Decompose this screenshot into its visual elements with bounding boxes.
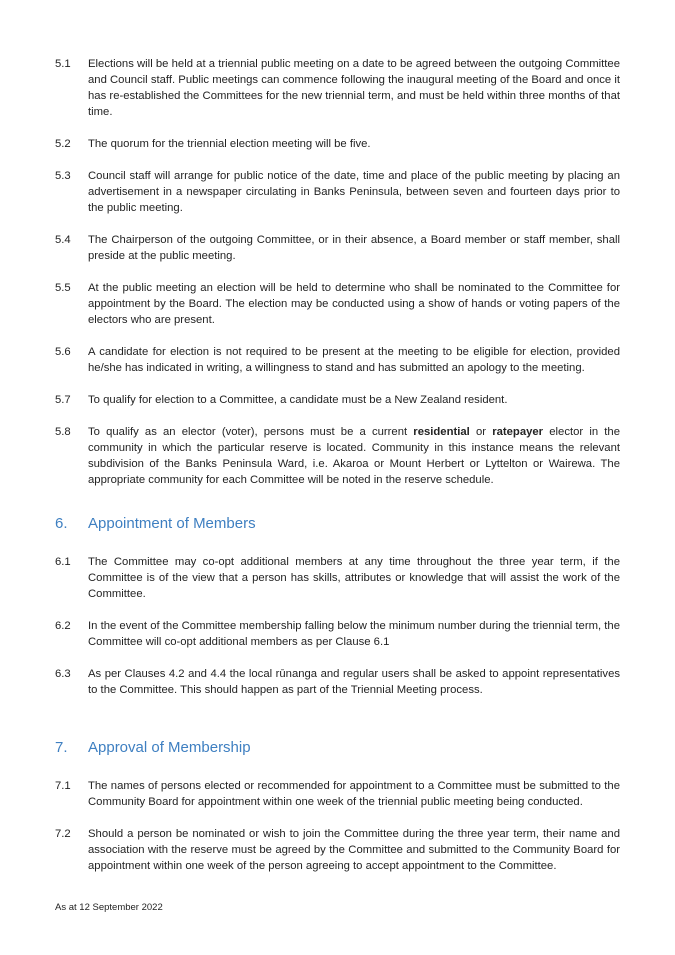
section-heading	[55, 514, 620, 534]
clause-number: 5.1	[55, 58, 71, 70]
clause-text: In the event of the Committee membership falling below the minimum number during the triennial term, the Committee will co-opt additional members as per Clause 6.1	[88, 620, 620, 648]
footer-date: As at 12 September 2022	[55, 902, 163, 913]
clause	[55, 554, 620, 602]
clause-number: 5.6	[55, 346, 71, 358]
clause	[55, 56, 620, 120]
clause-text: The Chairperson of the outgoing Committee, or in their absence, a Board member or staff member, shall preside at the public meeting.	[88, 234, 620, 262]
clause-number: 5.7	[55, 394, 71, 406]
clause-text: To qualify as an elector (voter), persons must be a current residential or ratepayer elector in the community in which the particular reserve is located. Community in this instance means the relevant subdivision of the Banks Peninsula Ward, i.e. Akaroa or Mount Herbert or Lyttelton or Wairewa. The appropriate community for each Committee will be noted in the reserve schedule.	[88, 426, 620, 486]
section-title: Appointment of Members	[88, 515, 256, 532]
clause-text: Should a person be nominated or wish to join the Committee during the three year term, their name and association with the reserve must be agreed by the Committee and submitted to the Community Board for appointment within one week of the person agreeing to accept appointment to the Committee.	[88, 828, 620, 872]
clause-text: A candidate for election is not required to be present at the meeting to be eligible for election, provided he/she has indicated in writing, a willingness to stand and has submitted an apology to the meeting.	[88, 346, 620, 374]
clause	[55, 778, 620, 810]
clause-text: Council staff will arrange for public notice of the date, time and place of the public meeting by placing an advertisement in a newspaper circulating in Banks Peninsula, between seven and fourteen days prior to the public meeting.	[88, 170, 620, 214]
clause-number: 5.4	[55, 234, 71, 246]
clause-number: 5.5	[55, 282, 71, 294]
clause-number: 6.2	[55, 620, 71, 632]
clause	[55, 826, 620, 874]
clause-text: As per Clauses 4.2 and 4.4 the local rūnanga and regular users shall be asked to appoint representatives to the Committee. This should happen as part of the Triennial Meeting process.	[88, 668, 620, 696]
document-content	[55, 56, 620, 890]
clause-text: The names of persons elected or recommended for appointment to a Committee must be submitted to the Community Board for appointment within one week of the triennial public meeting being conducted.	[88, 780, 620, 808]
clause-number: 5.2	[55, 138, 71, 150]
section-number: 6.	[55, 515, 68, 532]
clause-text: Elections will be held at a triennial public meeting on a date to be agreed between the outgoing Committee and Council staff. Public meetings can commence following the inaugural meeting of the Board and once it has re-established the Committees for the new triennial term, and must be held within three months of that time.	[88, 58, 620, 118]
clause	[55, 232, 620, 264]
clause-text: To qualify for election to a Committee, a candidate must be a New Zealand resident.	[88, 394, 508, 406]
clause	[55, 424, 620, 488]
clause-text: At the public meeting an election will be held to determine who shall be nominated to the Committee for appointment by the Board. The election may be conducted using a show of hands or voting papers of the electors who are present.	[88, 282, 620, 326]
clause	[55, 280, 620, 328]
clause	[55, 136, 620, 152]
section-title: Approval of Membership	[88, 739, 251, 756]
section-number: 7.	[55, 739, 68, 756]
clause-number: 5.3	[55, 170, 71, 182]
clause-number: 6.3	[55, 668, 71, 680]
section-heading	[55, 738, 620, 758]
clause-number: 7.1	[55, 780, 71, 792]
clause-text: The Committee may co-opt additional members at any time throughout the three year term, if the Committee is of the view that a person has skills, attributes or knowledge that will assist the work of the Committee.	[88, 556, 620, 600]
clause	[55, 618, 620, 650]
clause-text: The quorum for the triennial election meeting will be five.	[88, 138, 371, 150]
clause-number: 6.1	[55, 556, 71, 568]
clause	[55, 392, 620, 408]
clause-number: 7.2	[55, 828, 71, 840]
clause	[55, 666, 620, 698]
clause	[55, 168, 620, 216]
clause	[55, 344, 620, 376]
clause-number: 5.8	[55, 426, 71, 438]
